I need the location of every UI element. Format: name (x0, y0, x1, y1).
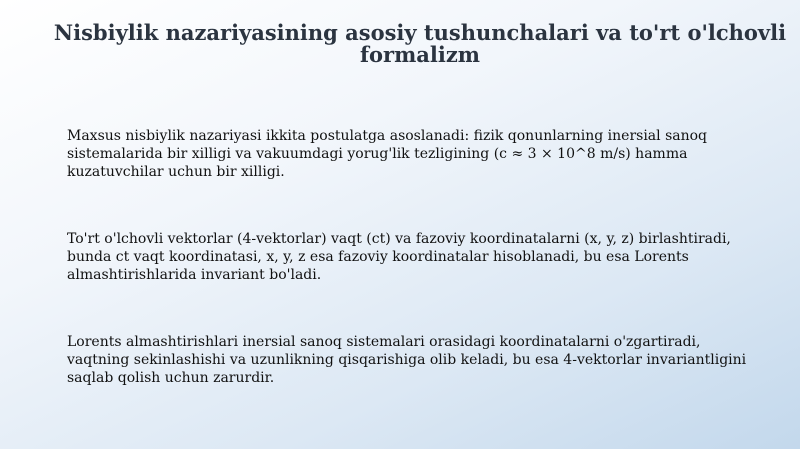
slide-title: Nisbiylik nazariyasining asosiy tushunchalari va to'rt o'lchovli formalizm (53, 20, 787, 67)
paragraph-lorentz-transformations: Lorents almashtirishlari inersial sanoq sistemalari orasidagi koordinatalarni o'zgartiradi, vaqtning sekinlashishi va uzunlikning qisqarishiga olib keladi, bu esa 4-vektorlar invariantligini saqlab qolish uchun zarurdir. (67, 334, 747, 386)
paragraph-postulates: Maxsus nisbiylik nazariyasi ikkita postulatga asoslanadi: fizik qonunlarning inersial sanoq sistemalarida bir xilligi va vakuumdagi yorug'lik tezligining (c ≈ 3 × 10^8 m/s) hamma kuzatuvchilar uchun bir xilligi. (67, 128, 708, 180)
paragraph-four-vectors: To'rt o'lchovli vektorlar (4-vektorlar) vaqt (ct) va fazoviy koordinatalarni (x, y, z) birlashtiradi, bunda ct vaqt koordinatasi, x, y, z esa fazoviy koordinatalar hisoblanadi, bu esa Lorents almashtirishlarida invariant bo'ladi. (67, 231, 731, 283)
